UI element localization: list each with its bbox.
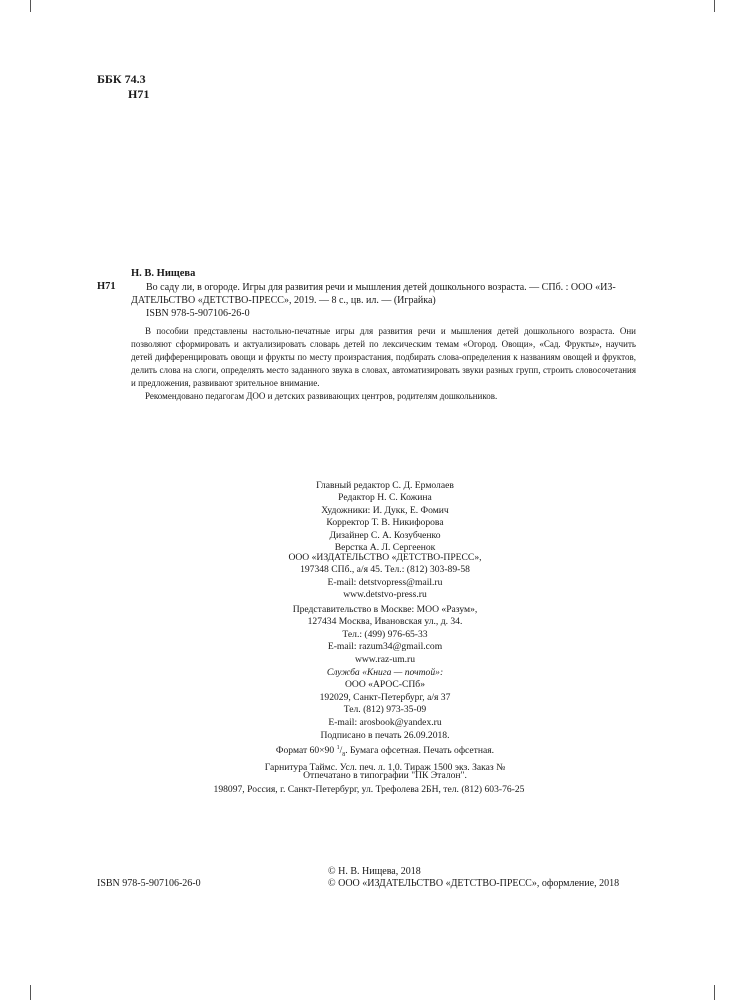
signed-date: Подписано в печать 26.09.2018. bbox=[320, 730, 450, 741]
bibliographic-description bbox=[131, 281, 636, 320]
moscow-line: Представительство в Москве: МОО «Разум», bbox=[292, 604, 478, 615]
moscow-website: www.raz-um.ru bbox=[354, 653, 416, 665]
abstract bbox=[131, 325, 636, 403]
moscow-line: Тел.: (499) 976-65-33 bbox=[342, 628, 428, 640]
moscow-line: 127434 Москва, Ивановская ул., д. 34. bbox=[307, 616, 463, 628]
mail-service-line: 192029, Санкт-Петербург, а/я 37 bbox=[319, 691, 451, 703]
publisher-info bbox=[240, 552, 530, 602]
format-fraction-denominator: 8 bbox=[342, 752, 346, 759]
bbk-code: ББК 74.3 bbox=[97, 72, 146, 86]
publisher-line: ООО «ИЗДАТЕЛЬСТВО «ДЕТСТВО-ПРЕСС», bbox=[288, 552, 482, 563]
staff-line: Корректор Т. В. Никифорова bbox=[326, 517, 444, 529]
record-code: Н71 bbox=[97, 281, 116, 292]
mail-service-line: Служба «Книга — почтой»: bbox=[326, 667, 444, 678]
format-suffix: . Бумага офсетная. Печать офсетная. bbox=[345, 745, 495, 757]
staff-list bbox=[240, 480, 530, 554]
record-author: Н. В. Нищева bbox=[131, 268, 196, 279]
mail-service-line: ООО «АРОС-СПб» bbox=[344, 679, 425, 691]
format-line: Формат 60×90 $^1/_8$. Бумага офсетная. Печать офсетная. bbox=[275, 745, 495, 759]
abstract-text: В пособии представлены настольно-печатные игры для развития речи и мышления детей дошкольного возраста. Они позволяют сформировать и актуализировать словарь детей по лексическим темам «Огород. Овощи», «Сад. Фрукты», научить детей дифференцировать овощи и фрукты по месту произрастания, подбирать слова-определения к названиям овощей и фруктов, делить слова на слоги, определять место заданного звука в словах, автоматизировать звуки разных групп, строить словосочетания и предложения, развивают зрительное внимание. bbox=[131, 326, 636, 388]
bib-line-2: ДАТЕЛЬСТВО «ДЕТСТВО-ПРЕСС», 2019. — 8 с., цв. ил. — (Играйка) bbox=[131, 295, 436, 306]
crop-mark-top-left bbox=[30, 0, 31, 12]
publisher-email: E-mail: detstvopress@mail.ru bbox=[327, 576, 443, 588]
copyright-author: © Н. В. Нищева, 2018 bbox=[328, 866, 421, 877]
printing-address: 198097, Россия, г. Санкт-Петербург, ул. Трефолева 2БН, тел. (812) 603-76-25 bbox=[213, 784, 525, 795]
footer-isbn: ISBN 978-5-907106-26-0 bbox=[97, 878, 201, 889]
crop-mark-bottom-left bbox=[30, 985, 31, 1000]
moscow-office-info bbox=[240, 604, 530, 666]
crop-mark-bottom-right bbox=[714, 985, 715, 1000]
mail-service-email: E-mail: arosbook@yandex.ru bbox=[328, 716, 442, 728]
staff-line: Редактор Н. С. Кожина bbox=[338, 492, 432, 504]
publisher-website: www.detstvo-press.ru bbox=[343, 589, 427, 601]
printing-details bbox=[240, 730, 530, 774]
staff-line: Дизайнер С. А. Козубченко bbox=[329, 529, 441, 541]
bib-line-1: Во саду ли, в огороде. Игры для развития речи и мышления детей дошкольного возраста. — СПб. : ООО «ИЗ- bbox=[146, 282, 616, 293]
author-code: Н71 bbox=[128, 87, 150, 101]
record-isbn: ISBN 978-5-907106-26-0 bbox=[146, 308, 250, 319]
moscow-email: E-mail: razum34@gmail.com bbox=[327, 641, 443, 653]
printed-at-block bbox=[240, 770, 530, 782]
mail-service-line: Тел. (812) 973-35-09 bbox=[343, 704, 427, 716]
recommendation-text: Рекомендовано педагогам ДОО и детских развивающих центров, родителям дошкольников. bbox=[145, 391, 498, 401]
staff-line: Верстка А. Л. Сергеенок bbox=[334, 542, 436, 554]
publisher-line: 197348 СПб., а/я 45. Тел.: (812) 303-89-58 bbox=[300, 564, 470, 576]
copyright-publisher: © ООО «ИЗДАТЕЛЬСТВО «ДЕТСТВО-ПРЕСС», оформление, 2018 bbox=[328, 878, 620, 889]
typeface-line: Гарнитура Таймс. Усл. печ. л. 1,0. Тираж 1500 экз. Заказ № bbox=[264, 761, 506, 773]
printed-at: Отпечатано в типографии "ПК Эталон". bbox=[303, 770, 467, 781]
mail-service-info bbox=[240, 667, 530, 729]
staff-line: Художники: И. Дукк, Е. Фомич bbox=[321, 504, 449, 516]
format-prefix: Формат 60×90 bbox=[275, 745, 337, 757]
staff-line: Главный редактор С. Д. Ермолаев bbox=[316, 480, 454, 491]
crop-mark-top-right bbox=[714, 0, 715, 12]
format-fraction-numerator: 1 bbox=[336, 745, 340, 752]
